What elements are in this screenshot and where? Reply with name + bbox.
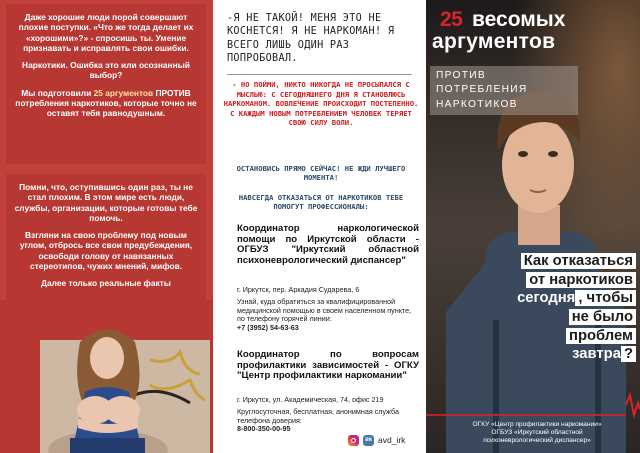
intro-paragraph-1: Даже хорошие люди порой совершают плохие поступки. «Что же тогда делает их «хорошими»?» - спросишь ты. Умение признавать и исправлять свои ошибки. bbox=[18, 12, 194, 53]
arguments-number: 25 bbox=[440, 8, 463, 31]
coordinator-1-title: Координатор наркологической помощи по Иркутской области - ОГБУЗ "Иркутский областной психоневрологический диспансер" bbox=[237, 223, 419, 267]
cover-title-line-2: аргументов bbox=[432, 30, 556, 53]
hotline-phone[interactable]: +7 (3952) 54-63-63 bbox=[237, 322, 299, 332]
coordinator-2-title: Координатор по вопросам профилактики зависимостей - ОГКУ "Центр профилактики наркомании" bbox=[237, 349, 419, 382]
question-line-1: Как отказаться bbox=[521, 253, 636, 269]
intro-paragraph-2: Наркотики. Ошибка это или осознанный выбор? bbox=[22, 60, 190, 81]
instagram-icon[interactable] bbox=[348, 435, 359, 446]
quote-text: -Я НЕ ТАКОЙ! МЕНЯ ЭТО НЕ КОСНЕТСЯ! Я НЕ НАРКОМАН! Я ВСЕГО ЛИШЬ ОДИН РАЗ ПОПРОБОВАЛ. bbox=[227, 13, 395, 65]
cover-panel bbox=[426, 0, 640, 453]
middle-panel bbox=[213, 0, 426, 453]
tomorrow-highlight: завтра bbox=[572, 346, 621, 363]
help-paragraph-1: Помни, что, оступившись один раз, ты не стал плохим. В этом мире есть люди, службы, организации, которые готовы тебе помочь. bbox=[14, 182, 198, 223]
today-highlight: сегодня bbox=[517, 290, 576, 307]
cover-title-line-1: весомых bbox=[472, 8, 566, 31]
hotline-description: Узнай, куда обратиться за квалифицированной медицинской помощью в своем населенном пункте, по телефону горячей линии: bbox=[237, 297, 412, 324]
against-line-2: ПОТРЕБЛЕНИЯ bbox=[436, 84, 528, 96]
coordinator-2-address: г. Иркутск, ул. Академическая, 74, офис 219 bbox=[237, 395, 384, 404]
social-handle[interactable]: avd_irk bbox=[378, 435, 406, 445]
arguments-count-highlight: 25 аргументов bbox=[93, 87, 154, 98]
divider bbox=[227, 74, 412, 75]
question-mark: ? bbox=[621, 346, 636, 362]
help-paragraph-2: Взгляни на свою проблему под новым углом, отбрось все свои предубеждения, освободи голову от навязанных стереотипов, чужих мнений, мифов. bbox=[19, 230, 193, 271]
intro-text-end: ПРОТИВ потребления наркотиков, которые точно не оставят тебя равнодушным. bbox=[15, 87, 197, 118]
professionals-heading: НАВСЕГДА ОТКАЗАТЬСЯ ОТ НАРКОТИКОВ ТЕБЕ ПОМОГУТ ПРОФЕССИОНАЛЫ: bbox=[238, 193, 404, 212]
sad-girl-image bbox=[0, 300, 213, 453]
coordinator-1-address: г. Иркутск, пер. Аркадия Сударева, 6 bbox=[237, 285, 360, 294]
left-panel bbox=[0, 0, 213, 453]
coordinator-2-info bbox=[237, 408, 419, 434]
coordinator-1-info bbox=[237, 298, 419, 333]
trust-line-phone[interactable]: 8-800-350-00-95 bbox=[237, 424, 291, 434]
stop-call: ОСТАНОВИСЬ ПРЯМО СЕЙЧАС! НЕ ЖДИ ЛУЧШЕГО МОМЕНТА! bbox=[236, 164, 406, 183]
question-line-3: , чтобы bbox=[575, 290, 636, 306]
cover-question bbox=[466, 252, 636, 364]
org-line-1: ОГКУ «Центр профилактики наркомании» bbox=[472, 421, 602, 428]
intro-text: Мы подготовили bbox=[21, 87, 94, 98]
against-line-3: НАРКОТИКОВ bbox=[436, 98, 518, 110]
org-line-2: ОГБУЗ «Иркутский областной bbox=[491, 429, 583, 437]
warning-text: - НО ПОЙМИ, НИКТО НИКОГДА НЕ ПРОСЫПАЛСЯ С МЫСЛЬЮ: С СЕГОДНЯШНЕГО ДНЯ Я СТАНОВЛЮСЬ НАРКОМАНОМ. ВОВЛЕЧЕНИЕ ПРОИСХОДИТ ПОСТЕПЕННО. С КАЖДЫМ НОВЫМ ПОТРЕБЛЕНИЕМ ЧЕЛОВЕК ТЕРЯЕТ СВОЮ СИЛУ ВОЛИ. bbox=[223, 80, 419, 127]
org-line-3: психоневрологический диспансер» bbox=[483, 437, 591, 445]
social-links bbox=[348, 433, 405, 447]
question-line-2: от наркотиков bbox=[526, 272, 636, 288]
trust-line-description: Круглосуточная, бесплатная, анонимная служба телефона доверия: bbox=[237, 407, 400, 425]
against-line-1: ПРОТИВ bbox=[436, 70, 486, 81]
intro-box bbox=[6, 4, 206, 164]
intro-paragraph-3 bbox=[12, 88, 200, 119]
organizations-footer bbox=[442, 421, 632, 446]
against-banner bbox=[430, 66, 578, 115]
vk-icon[interactable]: вк bbox=[363, 435, 374, 446]
question-line-4: не было bbox=[569, 309, 636, 325]
question-line-5: проблем bbox=[566, 328, 636, 344]
facts-line: Далее только реальные факты bbox=[41, 278, 171, 288]
